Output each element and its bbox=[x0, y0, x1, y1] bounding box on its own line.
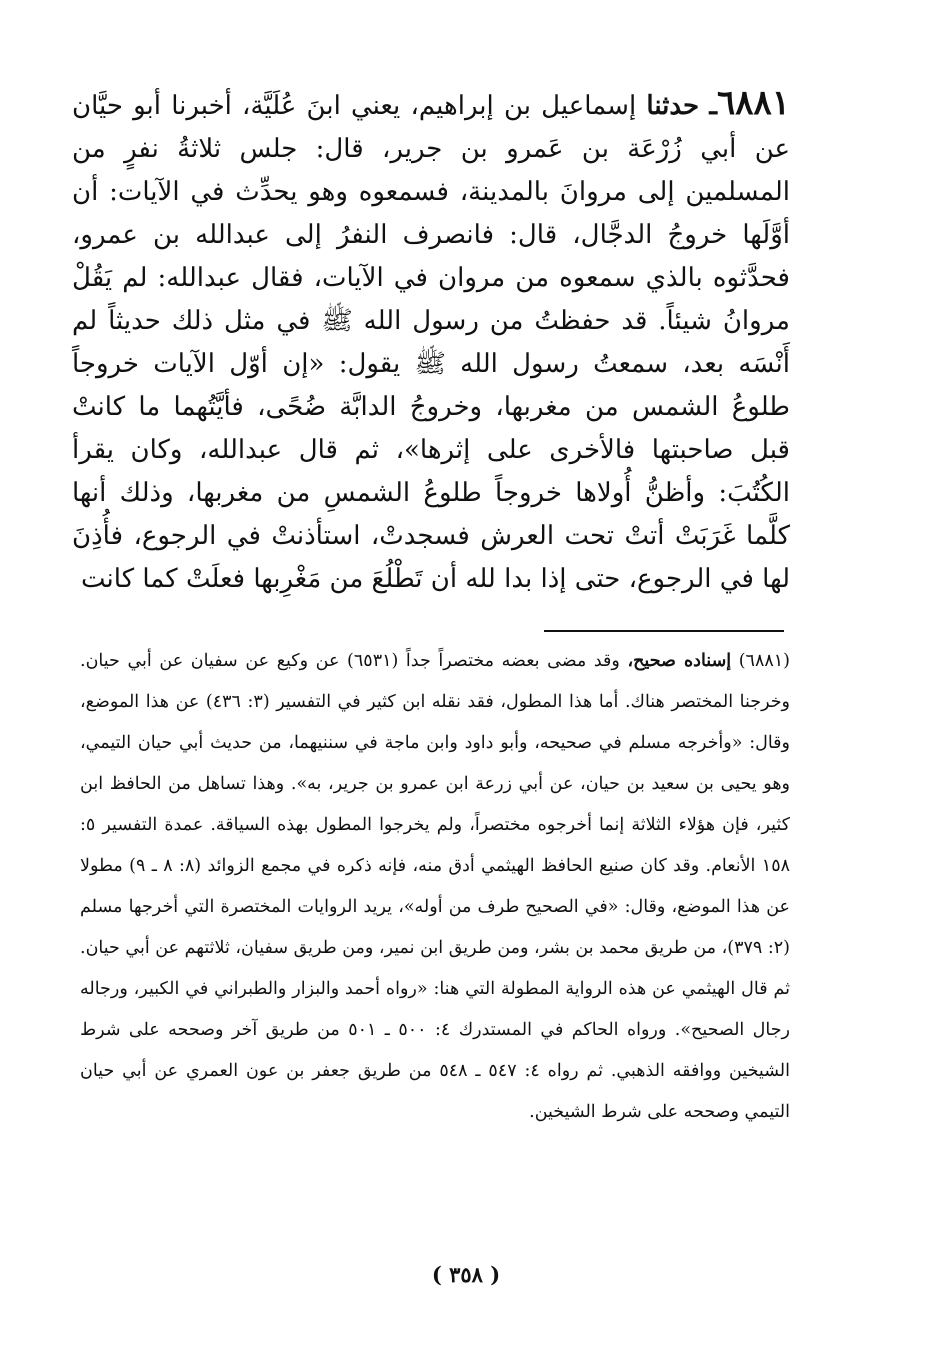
hadith-lead-word: حدثنا bbox=[646, 91, 700, 121]
hadith-text bbox=[72, 82, 790, 601]
footnote-body: وقد مضى بعضه مختصراً جداً (٦٥٣١) عن وكيع عن سفيان عن أبي حيان. وخرجنا المختصر هناك. أما هذا المطول، فقد نقله ابن كثير في التفسير (٣: ٤٣٦) عن هذا الموضع، وقال: «وأخرجه مسلم في صحيحه، وأبو داود وابن ماجة في سننيهما، من حديث أبي حيان التيمي، وهو يحيى بن سعيد بن حيان، عن أبي زرعة ابن عمرو بن جرير، به». وهذا تساهل من الحافظ ابن كثير، فإن هؤلاء الثلاثة إنما أخرجوه مختصراً، ولم يخرجوا المطول بهذه السياقة. عمدة التفسير ٥: ١٥٨ الأنعام. وقد كان صنيع الحافظ الهيثمي أدق منه، فإنه ذكره في مجمع الزوائد (٨: ٨ ـ ٩) مطولا عن هذا الموضع، وقال: «في الصحيح طرف من أوله»، يريد الروايات المختصرة التي أخرجها مسلم (٢: ٣٧٩)، من طريق محمد بن بشر، ومن طريق ابن نمير، ومن طريق سفيان، ثلاثتهم عن أبي حيان. ثم قال الهيثمي عن هذه الرواية المطولة التي هنا: «رواه أحمد والبزار والطبراني في الكبير، ورجاله رجال الصحيح». ورواه الحاكم في المستدرك ٤: ٥٠٠ ـ ٥٠١ من طريق آخر وصححه على شرط الشيخين ووافقه الذهبي. ثم رواه ٤: ٥٤٧ ـ ٥٤٨ من طريق جعفر بن عون العمري عن أبي حيان التيمي وصححه على شرط الشيخين. bbox=[80, 651, 790, 1122]
hadith-dash: ـ bbox=[709, 91, 717, 121]
footnote-number: (٦٨٨١) bbox=[738, 651, 790, 671]
hadith-number: ٦٨٨١ bbox=[716, 83, 791, 123]
footnote-label: إسناده صحيح، bbox=[627, 651, 732, 671]
page-number: ( ٣٥٨ ) bbox=[431, 1262, 501, 1287]
footnote bbox=[80, 641, 790, 1133]
footnote-separator bbox=[544, 630, 784, 632]
hadith-body: إسماعيل بن إبراهيم، يعني ابنَ عُلَيَّة، أخبرنا أبو حيَّان عن أبي زُرْعَة بن عَمرو بن جرير، قال: جلس ثلاثةُ نفرٍ من المسلمين إلى مروانَ بالمدينة، فسمعوه وهو يحدِّث في الآيات: أن أوَّلَها خروجُ الدجَّال، قال: فانصرف النفرُ إلى عبدالله بن عمرو، فحدَّثوه بالذي سمعوه من مروان في الآيات، فقال عبدالله: لم يَقُلْ مروانُ شيئاً. قد حفظتُ من رسول الله ﷺ في مثل ذلك حديثاً لم أَنْسَه بعد، سمعتُ رسول الله ﷺ يقول: «إن أوّل الآيات خروجاً طلوعُ الشمس من مغربها، وخروجُ الدابَّة ضُحًى، فأيَّتُهما ما كانتْ قبل صاحبتها فالأخرى على إثرها»، ثم قال عبدالله، وكان يقرأ الكُتُبَ: وأظنُّ أُولاها خروجاً طلوعُ الشمسِ من مغربها، وذلك أنها كلَّما غَرَبَتْ أتتْ تحت العرش فسجدتْ، استأذنتْ في الرجوع، فأُذِنَ لها في الرجوع، حتى إذا بدا لله أن تَطْلُعَ من مَغْرِبها فعلَتْ كما كانت bbox=[72, 91, 790, 594]
